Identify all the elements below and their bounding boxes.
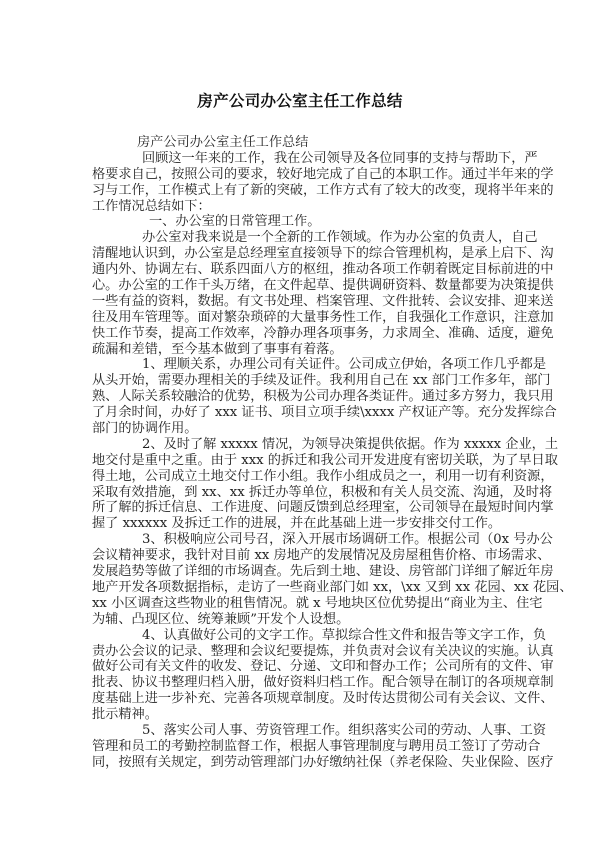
body-text-line: 批示精神。 [92, 707, 158, 723]
body-text-line: 会议精神要求，我针对目前 xx 房地产的发展情况及房屋租售价格、市场需求、 [92, 548, 551, 564]
body-text-line: 工作情况总结如下： [92, 198, 211, 214]
body-text-line: 通内外、协调左右、联系四面八方的枢纽，推动各项工作朝着既定目标前进的中 [92, 262, 554, 278]
body-text-line: 采取有效措施，到 xx、xx 拆迁办等单位，积极和有关人员交流、沟通，及时将 [92, 484, 553, 500]
body-text-line: 发展趋势等做了详细的市场调查。先后到土地、建设、房管部门详细了解近年房 [92, 564, 554, 580]
body-text-line: 2、及时了解 xxxxx 情况，为领导决策提供依据。作为 xxxxx 企业，土 [142, 436, 559, 452]
section-heading-line: 一、办公室的日常管理工作。 [149, 214, 321, 230]
subtitle-line: 房产公司办公室主任工作总结 [137, 135, 309, 150]
body-text-line: 往及用车管理等。面对繁杂琐碎的大量事务性工作，自我强化工作意识，注意加 [92, 309, 554, 325]
body-text-line: 1、理顺关系，办理公司有关证件。公司成立伊始，各项工作几乎都是 [142, 357, 547, 373]
body-text-line: 所了解的拆迁信息、工作进度、问题反馈到总经理室，公司领导在最短时间内掌 [92, 500, 554, 516]
body-text-line: 同，按照有关规定，到劳动管理部门办好缴纳社保（养老保险、失业保险、医疗 [92, 754, 554, 770]
body-text-line: 批表、协议书整理归档入册，做好资料归档工作。配合领导在制订的各项规章制 [92, 675, 554, 691]
body-text-line: 为辅、凸现区位、统筹兼顾”开发个人设想。 [92, 611, 350, 627]
body-text-line: 度基础上进一步补充、完善各项规章制度。及时传达贯彻公司有关会议、文件、 [92, 691, 554, 707]
body-text-line: 得土地，公司成立土地交付工作小组。我作小组成员之一，利用一切有利资源， [92, 468, 554, 484]
body-text-line: 责办公会议的记录、整理和会议纪要提炼，并负责对会议有关决议的实施。认真 [92, 643, 554, 659]
body-text-line: 地交付是重中之重。由于 xxx 的拆迁和我公司开发进度有密切关联，为了早日取 [92, 452, 558, 468]
body-text-line: 4、认真做好公司的文字工作。草拟综合性文件和报告等文字工作，负 [142, 627, 547, 643]
body-text-line: 一些有益的资料，数据。有文书处理、档案管理、文件批转、会议安排、迎来送 [92, 293, 554, 309]
body-text-line: xx 小区调查这些物业的租售情况。就 x 号地块区位优势提出“商业为主、住宅 [92, 595, 543, 611]
body-text-line: 心。办公室的工作千头万绪，在文件起草、提供调研资料、数量都要为决策提供 [92, 278, 554, 294]
body-text-line: 熟、人际关系较融洽的优势，积极为公司办理各类证件。通过多方努力，我只用 [92, 389, 554, 405]
body-text-line: 部门的协调作用。 [92, 421, 198, 437]
body-text-line: 清醒地认识到，办公室是总经理室直接领导下的综合管理机构，是承上启下、沟 [92, 246, 554, 262]
body-text-line: 格要求自己，按照公司的要求，较好地完成了自己的本职工作。通过半年来的学 [92, 166, 554, 182]
body-text-line: 习与工作，工作模式上有了新的突破，工作方式有了较大的改变，现将半年来的 [92, 182, 554, 198]
body-text-line: 了月余时间，办好了 xxx 证书、项目立项手续\xxxx 产权证产等。充分发挥综合 [92, 405, 557, 421]
body-text-line: 回顾这一年来的工作，我在公司领导及各位同事的支持与帮助下，严 [142, 150, 538, 166]
document-body [92, 135, 573, 771]
body-text-line: 办公室对我来说是一个全新的工作领域。作为办公室的负责人，自己 [142, 230, 538, 246]
body-text-line: 做好公司有关文件的收发、登记、分递、文印和督办工作；公司所有的文件、审 [92, 659, 554, 675]
body-text-line: 快工作节奏，提高工作效率，冷静办理各项事务，力求周全、准确、适度，避免 [92, 325, 554, 341]
body-text-line: 握了 xxxxxx 及拆迁工作的进展，并在此基础上进一步安排交付工作。 [92, 516, 502, 532]
document-title: 房产公司办公室主任工作总结 [197, 92, 403, 110]
body-text-line: 从头开始，需要办理相关的手续及证件。我利用自己在 xx 部门工作多年，部门 [92, 373, 551, 389]
body-text-line: 5、落实公司人事、劳资管理工作。组织落实公司的劳动、人事、工资 [142, 722, 547, 738]
body-text-line: 地产开发各项数据指标，走访了一些商业部门如 xx，\xx 又到 xx 花园、xx 花园、 [92, 579, 573, 595]
body-text-line: 管理和员工的考勤控制监督工作，根据人事管理制度与聘用员工签订了劳动合 [92, 738, 541, 754]
body-text-line: 疏漏和差错，至今基本做到了事事有着落。 [92, 341, 343, 357]
body-text-line: 3、积极响应公司号召，深入开展市场调研工作。根据公司（0x 号办公 [142, 532, 553, 548]
